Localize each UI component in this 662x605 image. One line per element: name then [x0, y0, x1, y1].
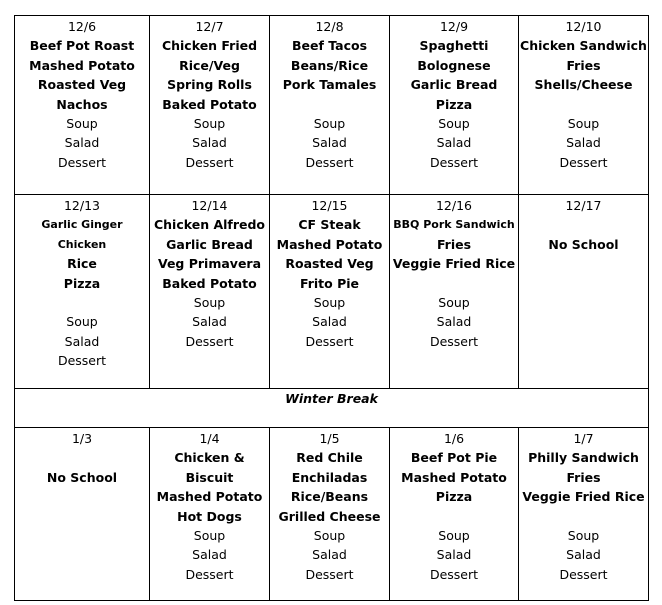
menu-item: Pizza: [435, 96, 473, 112]
menu-item: Mashed Potato: [276, 236, 383, 252]
menu-item: Frito Pie: [299, 275, 360, 291]
side-item: Salad: [566, 547, 601, 563]
side-item: Salad: [436, 135, 472, 151]
day-date: 1/5: [319, 431, 340, 446]
menu-item: Rice/Veg: [179, 57, 240, 73]
day-cell: [270, 16, 390, 195]
side-item: Soup: [438, 116, 470, 132]
day-cell: [15, 428, 150, 601]
day-date: 12/10: [565, 19, 602, 34]
side-item: Soup: [313, 295, 346, 311]
menu-item: Red Chile: [296, 450, 363, 466]
day-date: 12/8: [315, 19, 344, 34]
menu-item: Biscuit: [185, 469, 234, 485]
menu-item: Garlic Bread: [166, 236, 253, 252]
side-item: Soup: [438, 295, 470, 311]
menu-item: Garlic Ginger: [41, 218, 123, 232]
menu-item: Garlic Bread: [410, 77, 498, 93]
side-item: Salad: [566, 135, 601, 151]
day-cell: [519, 195, 649, 389]
menu-item: Pizza: [63, 275, 101, 291]
menu-item: Pork Tamales: [282, 77, 377, 93]
side-item: Soup: [313, 116, 346, 132]
day-date: 1/3: [71, 431, 93, 446]
side-item: Salad: [64, 135, 100, 151]
day-date: 12/15: [311, 198, 348, 213]
side-item: Salad: [312, 314, 347, 330]
side-item: Soup: [193, 528, 226, 544]
menu-item: Roasted Veg: [285, 256, 374, 272]
side-item: Salad: [64, 333, 100, 349]
menu-item: Fries: [436, 236, 472, 252]
menu-item: Chicken Alfredo: [153, 217, 266, 233]
day-cell: [519, 428, 649, 601]
side-item: Salad: [192, 314, 227, 330]
side-item: Dessert: [559, 566, 608, 582]
side-item: Dessert: [185, 154, 234, 170]
menu-item: Chicken Sandwich: [520, 38, 647, 54]
day-cell: [150, 428, 270, 601]
day-date: 12/6: [67, 19, 97, 34]
day-date: 1/7: [573, 431, 594, 446]
day-date: 1/4: [199, 431, 220, 446]
menu-item: Beef Pot Roast: [29, 38, 135, 54]
menu-item: Fries: [566, 469, 601, 485]
break-row: [15, 389, 649, 428]
day-date: 12/14: [191, 198, 228, 213]
side-item: Dessert: [429, 566, 479, 582]
menu-item: Veg Primavera: [157, 256, 262, 272]
side-item: Dessert: [305, 154, 354, 170]
side-item: Salad: [436, 547, 472, 563]
menu-item: Veggie Fried Rice: [522, 489, 645, 505]
day-cell: [150, 16, 270, 195]
side-item: Dessert: [57, 154, 107, 170]
menu-item: Hot Dogs: [177, 508, 242, 524]
day-date: 12/9: [439, 19, 469, 34]
side-item: Salad: [312, 135, 347, 151]
menu-item: Veggie Fried Rice: [392, 256, 516, 272]
menu-item: Fries: [566, 57, 601, 73]
side-item: Dessert: [429, 154, 479, 170]
menu-item: Chicken &: [174, 450, 245, 466]
day-cell: [15, 16, 150, 195]
side-item: Salad: [312, 547, 347, 563]
day-date: 12/7: [195, 19, 224, 34]
day-cell: [150, 195, 270, 389]
menu-item: Chicken Fried: [161, 38, 258, 54]
menu-item: Pizza: [435, 489, 473, 505]
day-cell: [390, 16, 519, 195]
menu-item: Bolognese: [417, 57, 491, 73]
side-item: Soup: [66, 116, 98, 132]
menu-item: Rice: [67, 256, 97, 272]
menu-item: Roasted Veg: [37, 77, 127, 93]
week-row: [15, 195, 649, 389]
day-cell: [390, 195, 519, 389]
day-date: 12/13: [63, 198, 101, 213]
side-item: Soup: [313, 528, 346, 544]
menu-item: Nachos: [56, 96, 108, 112]
menu-item: Mashed Potato: [29, 57, 135, 73]
menu-item: Spaghetti: [419, 38, 489, 54]
week-row: [15, 428, 649, 601]
menu-item: Grilled Cheese: [278, 508, 381, 524]
day-date: 12/16: [435, 198, 473, 213]
lunch-menu-table: [14, 15, 649, 601]
menu-item: BBQ Pork Sandwich: [393, 218, 515, 232]
side-item: Dessert: [185, 566, 234, 582]
day-cell: [390, 428, 519, 601]
menu-item: Beef Pot Pie: [410, 450, 498, 466]
side-item: Salad: [192, 135, 227, 151]
menu-item: Philly Sandwich: [528, 450, 639, 466]
week-row: [15, 16, 649, 195]
menu-item: Rice/Beans: [290, 489, 369, 505]
menu-item: Chicken: [57, 237, 107, 251]
menu-item: Beef Tacos: [291, 38, 368, 54]
menu-item: Shells/Cheese: [534, 77, 633, 93]
menu-item: Enchiladas: [291, 469, 368, 485]
side-item: Dessert: [559, 154, 608, 170]
side-item: Soup: [438, 528, 470, 544]
day-cell: [270, 195, 390, 389]
menu-item: Mashed Potato: [401, 469, 507, 485]
day-date: 1/6: [443, 431, 465, 446]
day-date: 12/17: [565, 198, 602, 213]
day-cell: [270, 428, 390, 601]
side-item: Salad: [192, 547, 227, 563]
side-item: Dessert: [429, 333, 479, 349]
menu-item: Baked Potato: [162, 96, 257, 112]
day-cell: [519, 16, 649, 195]
no-school-note: No School: [548, 236, 619, 252]
side-item: Soup: [66, 314, 98, 330]
side-item: Dessert: [305, 566, 354, 582]
no-school-note: No School: [46, 469, 118, 485]
menu-item: Mashed Potato: [156, 489, 263, 505]
menu-item: Spring Rolls: [167, 77, 252, 93]
menu-item: CF Steak: [298, 217, 361, 233]
side-item: Soup: [567, 116, 600, 132]
side-item: Soup: [193, 116, 226, 132]
menu-item: Beans/Rice: [290, 57, 369, 73]
side-item: Dessert: [57, 353, 107, 369]
side-item: Dessert: [305, 333, 354, 349]
break-label: Winter Break: [15, 389, 649, 428]
side-item: Soup: [567, 528, 600, 544]
side-item: Soup: [193, 295, 226, 311]
menu-item: Baked Potato: [162, 275, 257, 291]
side-item: Dessert: [185, 333, 234, 349]
day-cell: [15, 195, 150, 389]
side-item: Salad: [436, 314, 472, 330]
